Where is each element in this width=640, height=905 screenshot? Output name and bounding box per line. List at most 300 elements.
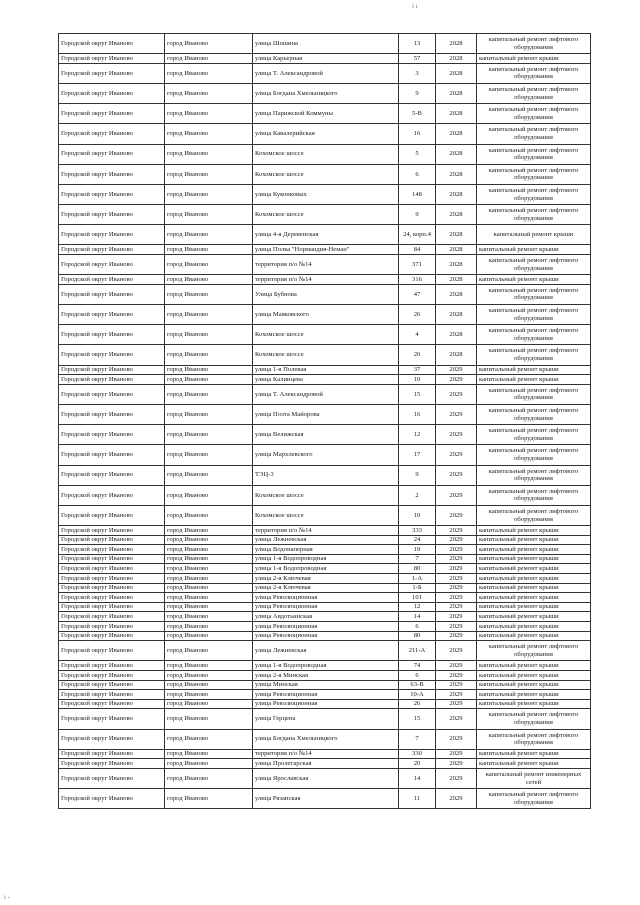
- table-row: [59, 485, 591, 505]
- house-number-cell: 7: [399, 729, 436, 749]
- work-type-cell: капитальный ремонт лифтового оборудования: [477, 184, 591, 204]
- street-cell: улица Поэта Майорова: [253, 404, 399, 424]
- work-type-cell: капитальный ремонт лифтового оборудования: [477, 729, 591, 749]
- street-cell: территория п/о №14: [253, 749, 399, 759]
- street-cell: улица Т. Александровой: [253, 384, 399, 404]
- street-cell: улица Революционная: [253, 690, 399, 700]
- okrug-cell: Городской округ Иваново: [59, 612, 165, 622]
- year-cell: 2028: [436, 205, 477, 225]
- year-cell: 2029: [436, 749, 477, 759]
- year-cell: 2029: [436, 526, 477, 536]
- table-row: [59, 465, 591, 485]
- okrug-cell: Городской округ Иваново: [59, 729, 165, 749]
- okrug-cell: Городской округ Иваново: [59, 345, 165, 365]
- street-cell: улица Парижской Коммуны: [253, 104, 399, 124]
- work-type-cell: капитальный ремонт лифтового оборудования: [477, 425, 591, 445]
- year-cell: 2029: [436, 505, 477, 525]
- house-number-cell: 37: [399, 365, 436, 375]
- table-row: [59, 574, 591, 584]
- work-type-cell: капитальный ремонт крыши: [477, 574, 591, 584]
- year-cell: 2028: [436, 63, 477, 83]
- house-number-cell: 12: [399, 602, 436, 612]
- year-cell: 2029: [436, 425, 477, 445]
- table-row: [59, 34, 591, 54]
- street-cell: улица 2-я Ключевая: [253, 574, 399, 584]
- okrug-cell: Городской округ Иваново: [59, 641, 165, 661]
- city-cell: город Иваново: [165, 255, 253, 275]
- city-cell: город Иваново: [165, 445, 253, 465]
- okrug-cell: Городской округ Иваново: [59, 465, 165, 485]
- work-type-cell: капитальный ремонт лифтового оборудования: [477, 445, 591, 465]
- street-cell: улица Кавалерийская: [253, 124, 399, 144]
- street-cell: ТЭЦ-3: [253, 465, 399, 485]
- city-cell: город Иваново: [165, 602, 253, 612]
- city-cell: город Иваново: [165, 671, 253, 681]
- street-cell: улица 1-я Водопроводная: [253, 564, 399, 574]
- house-number-cell: 5-В: [399, 104, 436, 124]
- year-cell: 2029: [436, 690, 477, 700]
- house-number-cell: 26: [399, 699, 436, 709]
- year-cell: 2028: [436, 225, 477, 245]
- year-cell: 2029: [436, 612, 477, 622]
- city-cell: город Иваново: [165, 345, 253, 365]
- okrug-cell: Городской округ Иваново: [59, 445, 165, 465]
- okrug-cell: Городской округ Иваново: [59, 404, 165, 424]
- street-cell: улица Рязанская: [253, 789, 399, 809]
- okrug-cell: Городской округ Иваново: [59, 564, 165, 574]
- house-number-cell: 80: [399, 564, 436, 574]
- table-row: [59, 375, 591, 385]
- street-cell: Кохомское шоссе: [253, 345, 399, 365]
- work-type-cell: капитальный ремонт лифтового оборудования: [477, 384, 591, 404]
- city-cell: город Иваново: [165, 680, 253, 690]
- work-type-cell: капитальный ремонт крыши: [477, 602, 591, 612]
- house-number-cell: 6: [399, 671, 436, 681]
- house-number-cell: 4: [399, 325, 436, 345]
- okrug-cell: Городской округ Иваново: [59, 709, 165, 729]
- city-cell: город Иваново: [165, 425, 253, 445]
- table-row: [59, 709, 591, 729]
- city-cell: город Иваново: [165, 384, 253, 404]
- city-cell: город Иваново: [165, 365, 253, 375]
- city-cell: город Иваново: [165, 661, 253, 671]
- okrug-cell: Городской округ Иваново: [59, 554, 165, 564]
- work-type-cell: капитальный ремонт крыши: [477, 526, 591, 536]
- work-type-cell: капитальный ремонт крыши: [477, 535, 591, 545]
- okrug-cell: Городской округ Иваново: [59, 124, 165, 144]
- year-cell: 2028: [436, 54, 477, 64]
- house-number-cell: 20: [399, 345, 436, 365]
- table-row: [59, 124, 591, 144]
- street-cell: улица Полка "Нормандия-Неман": [253, 245, 399, 255]
- house-number-cell: 84: [399, 245, 436, 255]
- year-cell: 2029: [436, 602, 477, 612]
- year-cell: 2029: [436, 622, 477, 632]
- table-row: [59, 641, 591, 661]
- year-cell: 2029: [436, 465, 477, 485]
- year-cell: 2029: [436, 759, 477, 769]
- city-cell: город Иваново: [165, 54, 253, 64]
- table-row: [59, 602, 591, 612]
- city-cell: город Иваново: [165, 124, 253, 144]
- street-cell: улица Карьерная: [253, 54, 399, 64]
- city-cell: город Иваново: [165, 325, 253, 345]
- work-type-cell: капитальный ремонт крыши: [477, 583, 591, 593]
- street-cell: улица Герцена: [253, 709, 399, 729]
- house-number-cell: 6: [399, 164, 436, 184]
- street-cell: улица Шошина: [253, 34, 399, 54]
- okrug-cell: Городской округ Иваново: [59, 680, 165, 690]
- city-cell: город Иваново: [165, 535, 253, 545]
- table-row: [59, 275, 591, 285]
- city-cell: город Иваново: [165, 284, 253, 304]
- table-row: [59, 404, 591, 424]
- house-number-cell: 5: [399, 144, 436, 164]
- year-cell: 2029: [436, 661, 477, 671]
- table-row: [59, 729, 591, 749]
- okrug-cell: Городской округ Иваново: [59, 583, 165, 593]
- table-row: [59, 305, 591, 325]
- okrug-cell: Городской округ Иваново: [59, 144, 165, 164]
- year-cell: 2028: [436, 305, 477, 325]
- street-cell: улица 1-я Водопроводная: [253, 554, 399, 564]
- street-cell: территория п/о №14: [253, 275, 399, 285]
- okrug-cell: Городской округ Иваново: [59, 593, 165, 603]
- table-row: [59, 83, 591, 103]
- street-cell: улица Лежневская: [253, 535, 399, 545]
- year-cell: 2029: [436, 631, 477, 641]
- work-type-cell: капитальный ремонт крыши: [477, 225, 591, 245]
- work-type-cell: капитальный ремонт крыши: [477, 275, 591, 285]
- house-number-cell: 3: [399, 63, 436, 83]
- city-cell: город Иваново: [165, 485, 253, 505]
- street-cell: улица Т. Александровой: [253, 63, 399, 83]
- okrug-cell: Городской округ Иваново: [59, 690, 165, 700]
- house-number-cell: 24, корп.4: [399, 225, 436, 245]
- table-row: [59, 205, 591, 225]
- okrug-cell: Городской округ Иваново: [59, 365, 165, 375]
- city-cell: город Иваново: [165, 144, 253, 164]
- city-cell: город Иваново: [165, 709, 253, 729]
- okrug-cell: Городской округ Иваново: [59, 749, 165, 759]
- work-type-cell: капитальный ремонт крыши: [477, 54, 591, 64]
- city-cell: город Иваново: [165, 622, 253, 632]
- year-cell: 2029: [436, 641, 477, 661]
- city-cell: город Иваново: [165, 305, 253, 325]
- street-cell: улица Водонаперная: [253, 545, 399, 555]
- street-cell: территория п/о №14: [253, 255, 399, 275]
- city-cell: город Иваново: [165, 34, 253, 54]
- year-cell: 2029: [436, 671, 477, 681]
- house-number-cell: 57: [399, 54, 436, 64]
- table-row: [59, 612, 591, 622]
- city-cell: город Иваново: [165, 690, 253, 700]
- city-cell: город Иваново: [165, 729, 253, 749]
- work-type-cell: капитальный ремонт крыши: [477, 554, 591, 564]
- house-number-cell: 11: [399, 789, 436, 809]
- house-number-cell: 101: [399, 593, 436, 603]
- table-row: [59, 526, 591, 536]
- street-cell: улица Революционная: [253, 631, 399, 641]
- year-cell: 2029: [436, 564, 477, 574]
- street-cell: улица Велижская: [253, 425, 399, 445]
- city-cell: город Иваново: [165, 612, 253, 622]
- okrug-cell: Городской округ Иваново: [59, 526, 165, 536]
- work-type-cell: капитальный ремонт крыши: [477, 661, 591, 671]
- street-cell: территория п/о №14: [253, 526, 399, 536]
- house-number-cell: 26: [399, 305, 436, 325]
- city-cell: город Иваново: [165, 164, 253, 184]
- table-row: [59, 345, 591, 365]
- work-type-cell: капитальный ремонт лифтового оборудования: [477, 465, 591, 485]
- house-number-cell: 1-Б: [399, 583, 436, 593]
- year-cell: 2029: [436, 709, 477, 729]
- house-number-cell: 9: [399, 465, 436, 485]
- work-type-cell: капитальный ремонт крыши: [477, 690, 591, 700]
- street-cell: улица 2-я Минская: [253, 671, 399, 681]
- house-number-cell: 63-В: [399, 680, 436, 690]
- house-number-cell: 211-А: [399, 641, 436, 661]
- house-number-cell: 47: [399, 284, 436, 304]
- work-type-cell: капитальный ремонт крыши: [477, 631, 591, 641]
- table-row: [59, 184, 591, 204]
- street-cell: Кохомское шоссе: [253, 485, 399, 505]
- table-row: [59, 690, 591, 700]
- okrug-cell: Городской округ Иваново: [59, 225, 165, 245]
- street-cell: Кохомское шоссе: [253, 144, 399, 164]
- street-cell: Кохомское шоссе: [253, 325, 399, 345]
- year-cell: 2028: [436, 184, 477, 204]
- work-type-cell: капитальный ремонт крыши: [477, 680, 591, 690]
- year-cell: 2029: [436, 384, 477, 404]
- city-cell: город Иваново: [165, 699, 253, 709]
- okrug-cell: Городской округ Иваново: [59, 505, 165, 525]
- okrug-cell: Городской округ Иваново: [59, 184, 165, 204]
- city-cell: город Иваново: [165, 593, 253, 603]
- work-type-cell: капитальный ремонт крыши: [477, 564, 591, 574]
- house-number-cell: 14: [399, 612, 436, 622]
- city-cell: город Иваново: [165, 465, 253, 485]
- year-cell: 2028: [436, 124, 477, 144]
- city-cell: город Иваново: [165, 245, 253, 255]
- okrug-cell: Городской округ Иваново: [59, 485, 165, 505]
- street-cell: улица 4-я Деревенская: [253, 225, 399, 245]
- city-cell: город Иваново: [165, 749, 253, 759]
- work-type-cell: капитальный ремонт лифтового оборудования: [477, 345, 591, 365]
- okrug-cell: Городской округ Иваново: [59, 375, 165, 385]
- year-cell: 2028: [436, 255, 477, 275]
- year-cell: 2029: [436, 545, 477, 555]
- table-row: [59, 622, 591, 632]
- city-cell: город Иваново: [165, 375, 253, 385]
- work-type-cell: капитальный ремонт лифтового оборудования: [477, 63, 591, 83]
- year-cell: 2029: [436, 789, 477, 809]
- year-cell: 2029: [436, 445, 477, 465]
- work-type-cell: капитальный ремонт лифтового оборудования: [477, 505, 591, 525]
- city-cell: город Иваново: [165, 184, 253, 204]
- street-cell: улица Авдотьинская: [253, 612, 399, 622]
- street-cell: Улица Бубнова: [253, 284, 399, 304]
- table-row: [59, 104, 591, 124]
- street-cell: Кохомское шоссе: [253, 164, 399, 184]
- okrug-cell: Городской округ Иваново: [59, 34, 165, 54]
- okrug-cell: Городской округ Иваново: [59, 275, 165, 285]
- work-type-cell: капитальный ремонт лифтового оборудования: [477, 34, 591, 54]
- city-cell: город Иваново: [165, 526, 253, 536]
- city-cell: город Иваново: [165, 789, 253, 809]
- city-cell: город Иваново: [165, 505, 253, 525]
- year-cell: 2029: [436, 365, 477, 375]
- year-cell: 2029: [436, 574, 477, 584]
- work-type-cell: капитальный ремонт лифтового оборудования: [477, 325, 591, 345]
- year-cell: 2029: [436, 699, 477, 709]
- work-type-cell: капитальный ремонт крыши: [477, 759, 591, 769]
- table-row: [59, 699, 591, 709]
- city-cell: город Иваново: [165, 768, 253, 788]
- street-cell: улица 1-я Водопроводная: [253, 661, 399, 671]
- year-cell: 2029: [436, 535, 477, 545]
- house-number-cell: 14: [399, 768, 436, 788]
- table-row: [59, 564, 591, 574]
- work-type-cell: капитальный ремонт крыши: [477, 699, 591, 709]
- table-row: [59, 225, 591, 245]
- okrug-cell: Городской округ Иваново: [59, 768, 165, 788]
- street-cell: улица Мархлевского: [253, 445, 399, 465]
- year-cell: 2028: [436, 345, 477, 365]
- city-cell: город Иваново: [165, 583, 253, 593]
- house-number-cell: 16: [399, 124, 436, 144]
- house-number-cell: 74: [399, 661, 436, 671]
- year-cell: 2029: [436, 554, 477, 564]
- table-row: [59, 54, 591, 64]
- capital-repair-table: [58, 33, 591, 809]
- street-cell: улица Революционная: [253, 622, 399, 632]
- work-type-cell: капитальный ремонт крыши: [477, 545, 591, 555]
- house-number-cell: 9: [399, 83, 436, 103]
- okrug-cell: Городской округ Иваново: [59, 574, 165, 584]
- city-cell: город Иваново: [165, 631, 253, 641]
- okrug-cell: Городской округ Иваново: [59, 602, 165, 612]
- city-cell: город Иваново: [165, 641, 253, 661]
- street-cell: улица Минская: [253, 680, 399, 690]
- okrug-cell: Городской округ Иваново: [59, 759, 165, 769]
- document-sheet: [58, 33, 590, 809]
- scan-mark-top: ı̇ ı: [412, 2, 418, 10]
- house-number-cell: 333: [399, 526, 436, 536]
- city-cell: город Иваново: [165, 225, 253, 245]
- year-cell: 2028: [436, 144, 477, 164]
- table-row: [59, 425, 591, 445]
- city-cell: город Иваново: [165, 205, 253, 225]
- year-cell: 2029: [436, 680, 477, 690]
- street-cell: улица Революционная: [253, 602, 399, 612]
- house-number-cell: 148: [399, 184, 436, 204]
- house-number-cell: 1-А: [399, 574, 436, 584]
- work-type-cell: капитальный ремонт лифтового оборудования: [477, 164, 591, 184]
- year-cell: 2028: [436, 325, 477, 345]
- street-cell: Кохомское шоссе: [253, 505, 399, 525]
- okrug-cell: Городской округ Иваново: [59, 63, 165, 83]
- okrug-cell: Городской округ Иваново: [59, 205, 165, 225]
- okrug-cell: Городской округ Иваново: [59, 789, 165, 809]
- house-number-cell: 16: [399, 404, 436, 424]
- table-row: [59, 63, 591, 83]
- house-number-cell: 330: [399, 749, 436, 759]
- street-cell: улица Богдана Хмельницкого: [253, 729, 399, 749]
- city-cell: город Иваново: [165, 759, 253, 769]
- year-cell: 2028: [436, 164, 477, 184]
- house-number-cell: 10: [399, 505, 436, 525]
- okrug-cell: Городской округ Иваново: [59, 425, 165, 445]
- table-row: [59, 245, 591, 255]
- year-cell: 2028: [436, 284, 477, 304]
- work-type-cell: капитальный ремонт лифтового оборудования: [477, 404, 591, 424]
- okrug-cell: Городской округ Иваново: [59, 699, 165, 709]
- year-cell: 2029: [436, 583, 477, 593]
- work-type-cell: капитальный ремонт крыши: [477, 375, 591, 385]
- house-number-cell: 19: [399, 545, 436, 555]
- street-cell: улица Революционная: [253, 593, 399, 603]
- year-cell: 2029: [436, 404, 477, 424]
- house-number-cell: 371: [399, 255, 436, 275]
- table-row: [59, 164, 591, 184]
- okrug-cell: Городской округ Иваново: [59, 245, 165, 255]
- okrug-cell: Городской округ Иваново: [59, 671, 165, 681]
- city-cell: город Иваново: [165, 404, 253, 424]
- house-number-cell: 17: [399, 445, 436, 465]
- year-cell: 2028: [436, 245, 477, 255]
- street-cell: улица Богдана Хмельницкого: [253, 83, 399, 103]
- street-cell: улица Пролетарская: [253, 759, 399, 769]
- table-row: [59, 545, 591, 555]
- street-cell: улица 1-я Полевая: [253, 365, 399, 375]
- scan-mark-bottom: ı -: [4, 893, 11, 901]
- okrug-cell: Городской округ Иваново: [59, 54, 165, 64]
- table-row: [59, 284, 591, 304]
- house-number-cell: 12: [399, 425, 436, 445]
- table-row: [59, 680, 591, 690]
- city-cell: город Иваново: [165, 104, 253, 124]
- work-type-cell: капитальный ремонт лифтового оборудования: [477, 284, 591, 304]
- work-type-cell: капитальный ремонт крыши: [477, 365, 591, 375]
- house-number-cell: 10-А: [399, 690, 436, 700]
- street-cell: улица 2-я Ключевая: [253, 583, 399, 593]
- okrug-cell: Городской округ Иваново: [59, 284, 165, 304]
- okrug-cell: Городской округ Иваново: [59, 535, 165, 545]
- table-row: [59, 144, 591, 164]
- house-number-cell: 15: [399, 384, 436, 404]
- street-cell: улица Лежневская: [253, 641, 399, 661]
- table-row: [59, 593, 591, 603]
- city-cell: город Иваново: [165, 275, 253, 285]
- house-number-cell: 13: [399, 34, 436, 54]
- house-number-cell: 24: [399, 535, 436, 545]
- city-cell: город Иваново: [165, 574, 253, 584]
- house-number-cell: 15: [399, 709, 436, 729]
- house-number-cell: 316: [399, 275, 436, 285]
- work-type-cell: капитальный ремонт лифтового оборудования: [477, 641, 591, 661]
- table-row: [59, 759, 591, 769]
- table-row: [59, 505, 591, 525]
- year-cell: 2029: [436, 593, 477, 603]
- house-number-cell: 2: [399, 485, 436, 505]
- work-type-cell: капитальный ремонт лифтового оборудования: [477, 305, 591, 325]
- year-cell: 2028: [436, 104, 477, 124]
- okrug-cell: Городской округ Иваново: [59, 631, 165, 641]
- year-cell: 2028: [436, 275, 477, 285]
- city-cell: город Иваново: [165, 545, 253, 555]
- table-row: [59, 631, 591, 641]
